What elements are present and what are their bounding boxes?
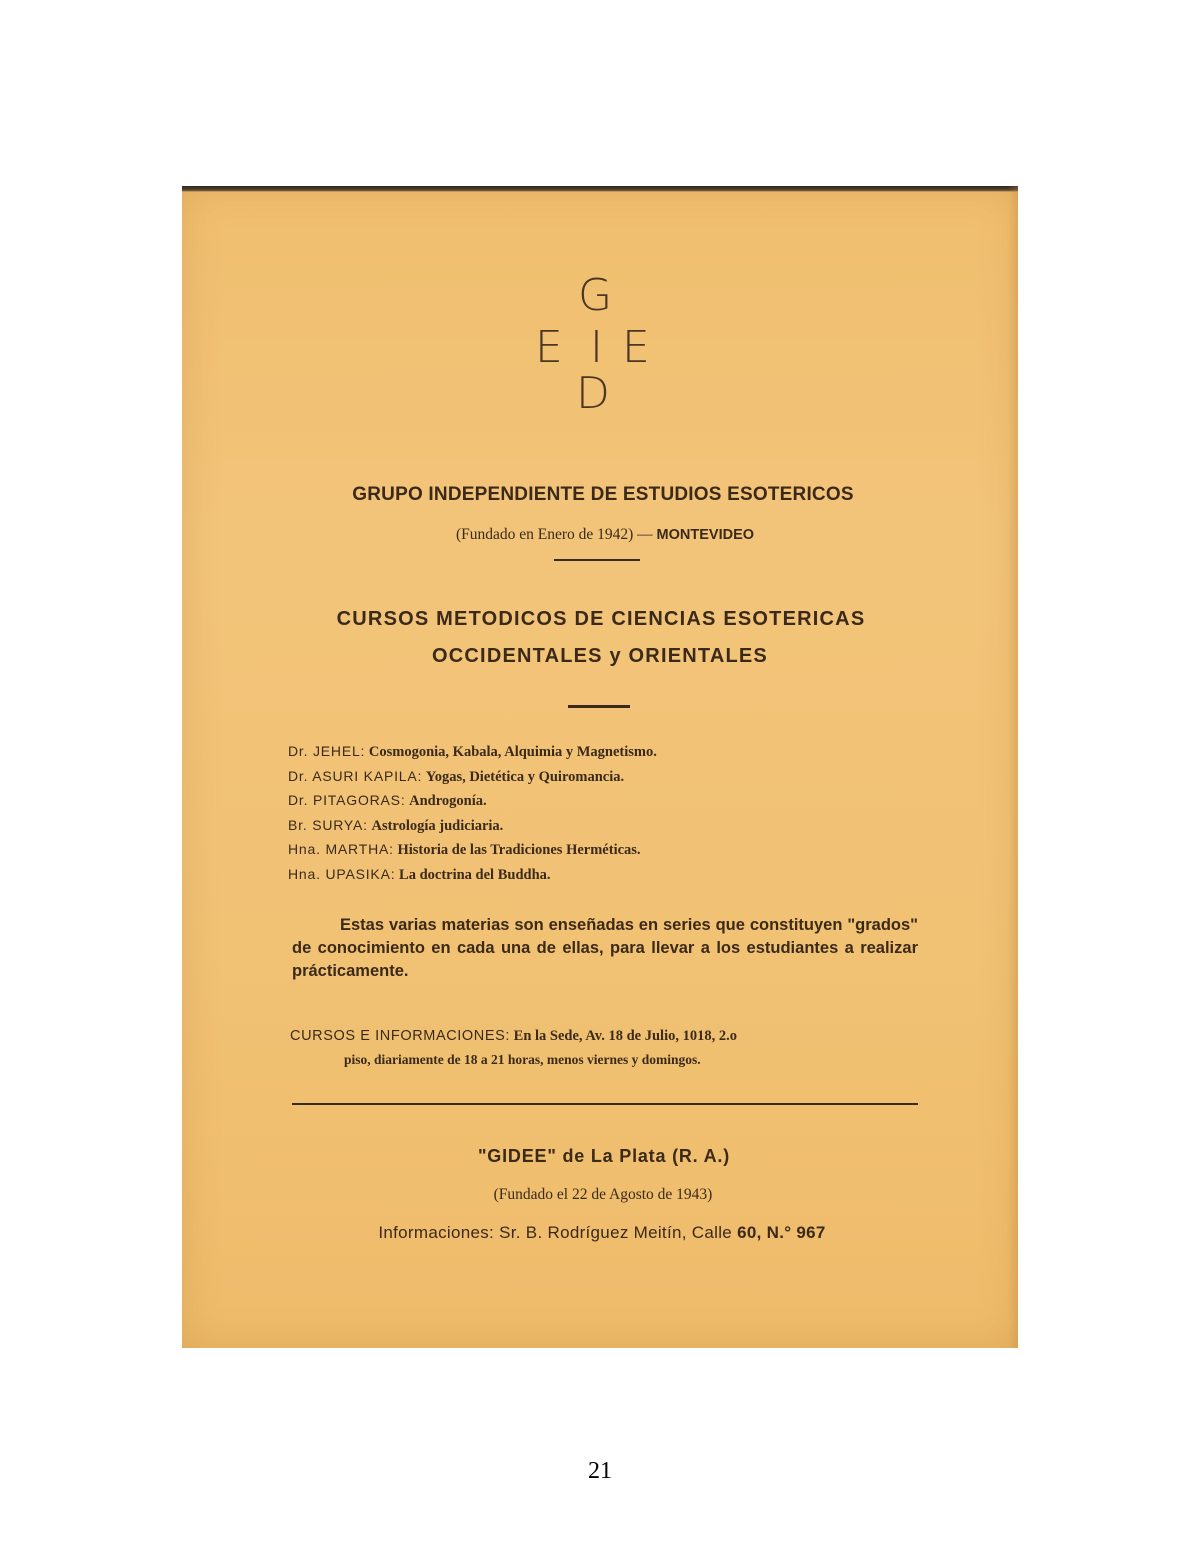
courses-heading-line2: OCCIDENTALES y ORIENTALES	[432, 645, 768, 667]
info-hours: piso, diariamente de 18 a 21 horas, menos viernes y domingos.	[344, 1052, 701, 1067]
group-subtitle	[187, 526, 1023, 544]
plata-address-number: 60, N.° 967	[737, 1223, 826, 1242]
plata-info	[184, 1223, 1020, 1243]
plata-subtitle: (Fundado el 22 de Agosto de 1943)	[493, 1186, 713, 1203]
teacher-subject: La doctrina del Buddha.	[399, 866, 551, 883]
divider-thick	[568, 705, 630, 708]
scan-top-edge	[182, 186, 1018, 192]
teacher-subject: Yogas, Dietética y Quiromancia.	[425, 768, 625, 785]
group-founding-text: (Fundado en Enero de 1942) —	[455, 526, 653, 543]
list-item	[288, 866, 657, 891]
teacher-name: Dr. ASURI KAPILA:	[288, 767, 423, 784]
teacher-subject: Androgonía.	[409, 793, 487, 809]
list-item	[288, 817, 657, 842]
list-item	[288, 743, 657, 768]
teacher-subject: Cosmogonia, Kabala, Alquimia y Magnetismo.	[368, 744, 657, 760]
teachers-list	[288, 743, 657, 890]
page-number: 21	[588, 1458, 612, 1484]
scanned-page-image	[182, 186, 1018, 1348]
teacher-name: Hna. UPASIKA:	[288, 865, 396, 882]
monogram-letter-left: E	[535, 322, 563, 373]
monogram-letter-center: I	[590, 322, 603, 373]
divider-long	[292, 1103, 918, 1105]
list-item	[288, 792, 657, 817]
group-title: GRUPO INDEPENDIENTE DE ESTUDIOS ESOTERICOS	[352, 484, 854, 505]
divider-short	[554, 559, 640, 561]
monogram-letter-right: E	[622, 322, 650, 373]
scan-right-edge	[1008, 186, 1018, 1348]
teacher-name: Dr. PITAGORAS:	[288, 792, 406, 808]
list-item	[288, 768, 657, 793]
courses-heading-line1: CURSOS METODICOS DE CIENCIAS ESOTERICAS	[336, 608, 866, 630]
teacher-subject: Historia de las Tradiciones Herméticas.	[397, 842, 641, 858]
teacher-name: Br. SURYA:	[288, 816, 368, 833]
info-label: CURSOS E INFORMACIONES:	[290, 1028, 511, 1044]
teacher-name: Hna. MARTHA:	[288, 841, 394, 857]
description-paragraph: Estas varias materias son enseñadas en series que constituyen "grados" de conocimiento en cada una de ellas, para llevar a los estudiantes a realizar prácticamente.	[292, 916, 918, 980]
plata-contact: Informaciones: Sr. B. Rodríguez Meitín, Calle	[378, 1223, 733, 1242]
plata-title: "GIDEE" de La Plata (R. A.)	[477, 1146, 731, 1166]
monogram-letter-bottom: D	[576, 368, 610, 419]
list-item	[288, 841, 657, 866]
monogram-letter-top: G	[578, 270, 613, 321]
courses-info	[290, 1025, 922, 1071]
teacher-name: Dr. JEHEL:	[288, 743, 366, 759]
group-city: MONTEVIDEO	[656, 527, 755, 543]
teacher-subject: Astrología judiciaria.	[371, 817, 504, 834]
info-text: En la Sede, Av. 18 de Julio, 1018, 2.o	[513, 1028, 737, 1044]
